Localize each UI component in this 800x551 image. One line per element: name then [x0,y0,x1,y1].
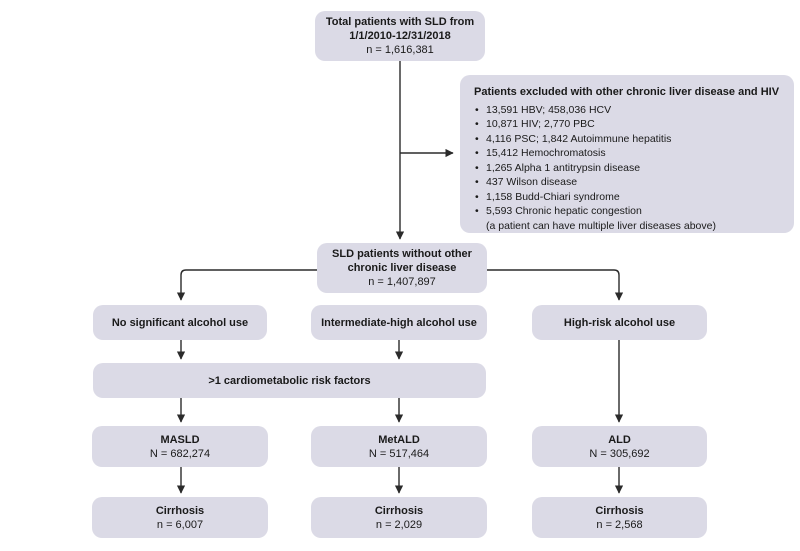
cirrhosis-masld-count: n = 6,007 [156,518,204,531]
exclusion-item: • 5,593 Chronic hepatic congestion [474,204,784,219]
branch-high-risk-alcohol-label: High-risk alcohol use [563,316,676,329]
cardiometabolic-label: >1 cardiometabolic risk factors [208,374,371,387]
exclusion-item: • 10,871 HIV; 2,770 PBC [474,117,784,132]
metald-count: N = 517,464 [368,447,430,460]
exclusion-box [460,75,794,233]
exclusion-item: • 1,158 Budd-Chiari syndrome [474,190,784,205]
cirrhosis-ald-count: n = 2,568 [596,518,643,531]
exclusion-item: • 4,116 PSC; 1,842 Autoimmune hepatitis [474,132,784,147]
exclusion-item: • 1,265 Alpha 1 antitrypsin disease [474,161,784,176]
cirrhosis-masld-name: Cirrhosis [155,504,205,517]
ald-count: N = 305,692 [589,447,650,460]
total-patients-line1: Total patients with SLD from [325,16,475,28]
branch-high-risk-alcohol-box [532,305,707,340]
cirrhosis-metald-box [311,497,487,538]
cirrhosis-masld-box [92,497,268,538]
masld-name: MASLD [160,433,200,446]
cirrhosis-metald-name: Cirrhosis [374,504,424,517]
sld-box-line1: SLD patients without other [332,248,472,260]
branch-intermediate-alcohol-box [311,305,487,340]
sld-box-line2: chronic liver disease [347,262,457,274]
cirrhosis-ald-name: Cirrhosis [595,504,644,517]
exclusion-footnote: (a patient can have multiple liver diseases above) [486,219,716,232]
arrow-sld-to-right-branch [487,270,619,300]
cardiometabolic-box [93,363,486,398]
branch-intermediate-alcohol-label: Intermediate-high alcohol use [321,316,477,329]
exclusion-item: • 437 Wilson disease [474,175,784,190]
arrow-sld-to-left-branch [181,270,317,300]
cirrhosis-metald-count: n = 2,029 [375,518,423,531]
branch-no-alcohol-box [93,305,267,340]
masld-box [92,426,268,467]
metald-box [311,426,487,467]
ald-box [532,426,707,467]
total-patients-line2: 1/1/2010-12/31/2018 [349,30,451,42]
cirrhosis-ald-box [532,497,707,538]
exclusion-item: • 13,591 HBV; 458,036 HCV [474,103,784,118]
total-patients-box [315,11,485,61]
total-patients-count: n = 1,616,381 [366,44,434,56]
exclusion-item: • 15,412 Hemochromatosis [474,146,784,161]
exclusion-list [474,103,784,219]
metald-name: MetALD [378,433,420,446]
ald-name: ALD [608,433,631,446]
sld-box-count: n = 1,407,897 [368,276,436,288]
sld-without-other-box [317,243,487,293]
masld-count: N = 682,274 [149,447,211,460]
branch-no-alcohol-label: No significant alcohol use [111,316,249,329]
exclusion-title: Patients excluded with other chronic liver disease and HIV [474,86,780,98]
